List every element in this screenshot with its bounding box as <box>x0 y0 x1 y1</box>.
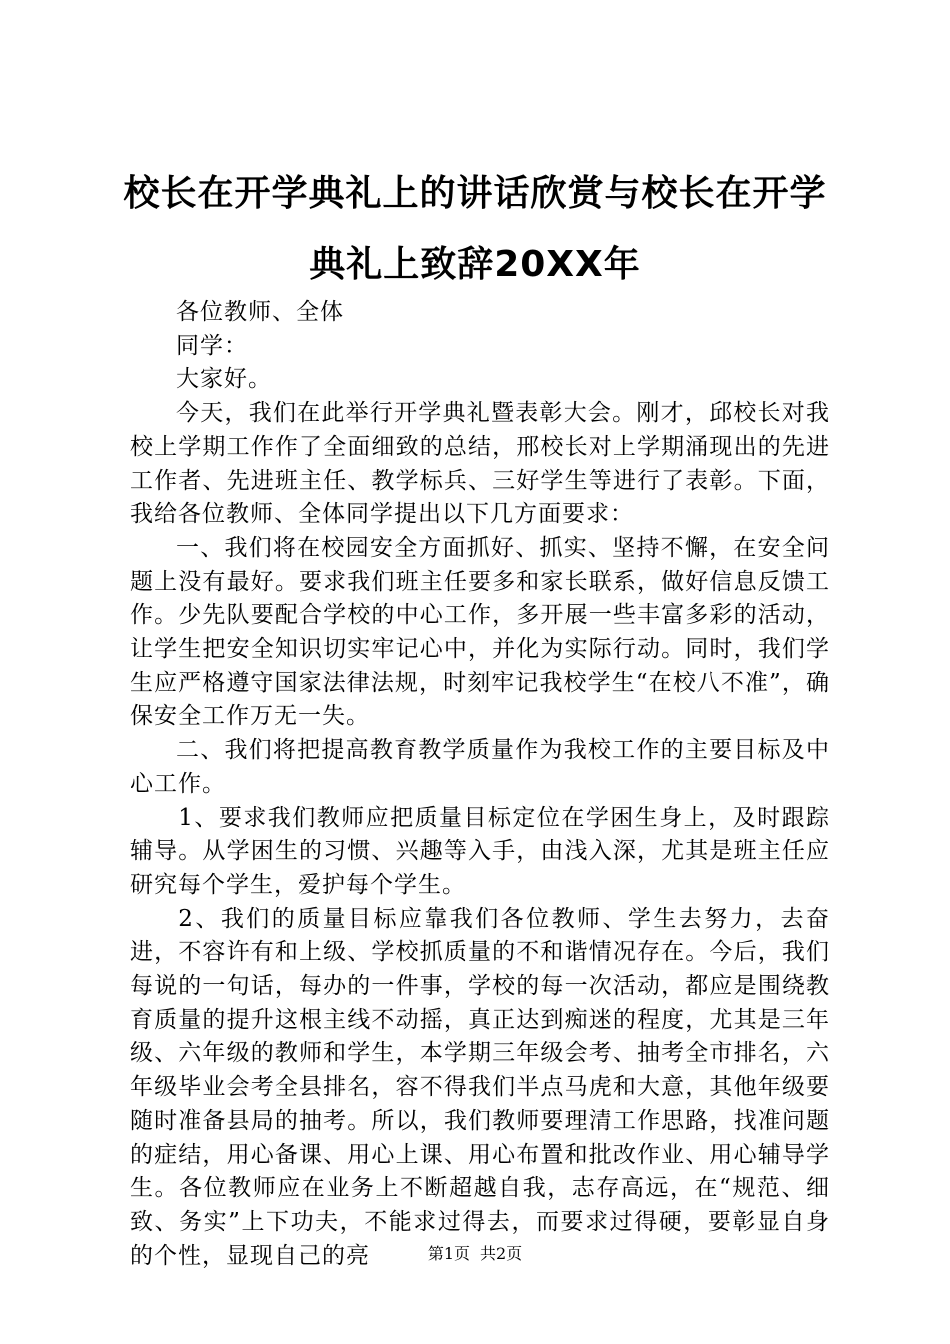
salutation-line-2: 同学： <box>176 332 248 359</box>
greeting: 大家好。 <box>176 366 272 393</box>
salutation-line-1: 各位教师、全体 <box>176 299 344 325</box>
body-paragraph: 二、我们将把提高教育教学质量作为我校工作的主要目标及中心工作。 <box>130 737 830 797</box>
page-number: 第1页 <box>427 1244 470 1263</box>
body-paragraph: 一、我们将在校园安全方面抓好、抓实、坚持不懈，在安全问题上没有最好。要求我们班主任要多和家长联系，做好信息反馈工作。少先队要配合学校的中心工作，多开展一些丰富多彩的活动，让学生把安全知识切实牢记心中，并化为实际行动。同时，我们学生应严格遵守国家法律法规，时刻牢记我校学生“在校八不准”，确保安全工作万无一失。 <box>130 534 830 730</box>
page-footer <box>0 1244 950 1264</box>
document-title: 校长在开学典礼上的讲话欣赏与校长在开学典礼上致辞20XX年 <box>123 173 827 285</box>
page-total: 共2页 <box>480 1244 523 1263</box>
body-paragraph: 今天，我们在此举行开学典礼暨表彰大会。刚才，邱校长对我校上学期工作作了全面细致的总结，邢校长对上学期涌现出的先进工作者、先进班主任、教学标兵、三好学生等进行了表彰。下面，我给各位教师、全体同学提出以下几方面要求： <box>130 400 830 528</box>
body-paragraph: 2、我们的质量目标应靠我们各位教师、学生去努力，去奋进，不容许有和上级、学校抓质量的不和谐情况存在。今后，我们每说的一句话，每办的一件事，学校的每一次活动，都应是围绕教育质量的提升这根主线不动摇，真正达到痴迷的程度，尤其是三年级、六年级的教师和学生，本学期三年级会考、抽考全市排名，六年级毕业会考全县排名，容不得我们半点马虎和大意，其他年级要随时准备县局的抽考。所以，我们教师要理清工作思路，找准问题的症结，用心备课、用心上课、用心布置和批改作业、用心辅导学生。各位教师应在业务上不断超越自我，志存高远，在“规范、细致、务实”上下功夫，不能求过得去，而要求过得硬，要彰显自身的个性，显现自己的亮 <box>130 905 830 1269</box>
body-paragraph: 1、要求我们教师应把质量目标定位在学困生身上，及时跟踪辅导。从学困生的习惯、兴趣等入手，由浅入深，尤其是班主任应研究每个学生，爱护每个学生。 <box>130 804 830 898</box>
document-body <box>130 296 830 1273</box>
